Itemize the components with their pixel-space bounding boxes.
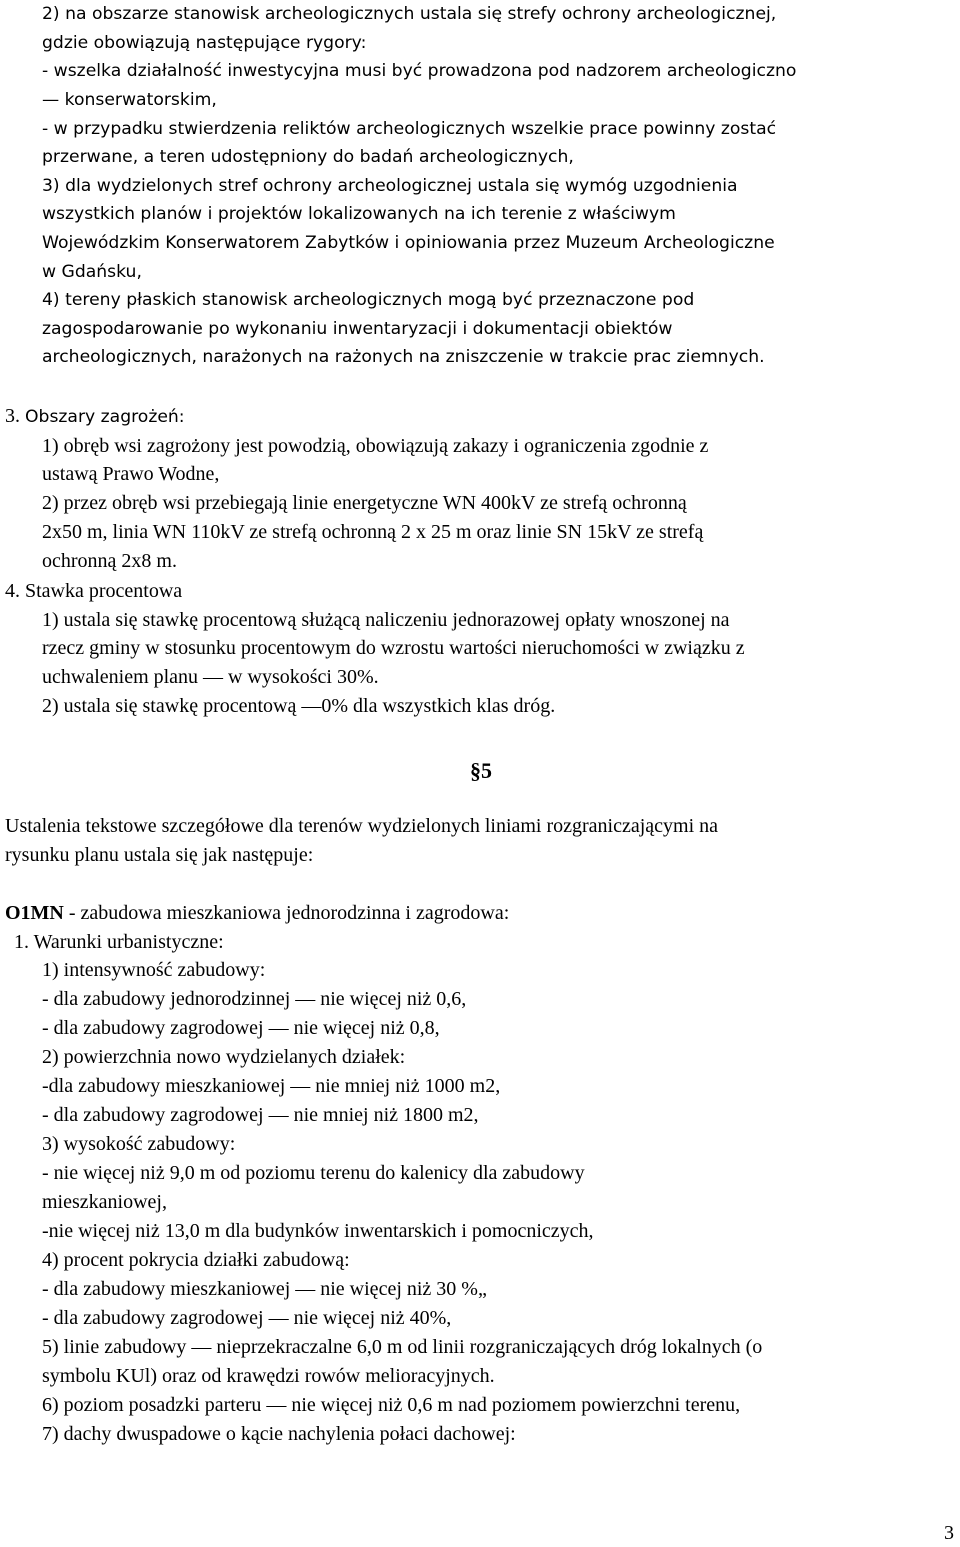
text-line: ochronną 2x8 m. [42, 550, 177, 572]
text-line: - w przypadku stwierdzenia reliktów archeologicznych wszelkie prace powinny zostać [42, 119, 777, 139]
text-line: - dla zabudowy jednorodzinnej — nie więcej niż 0,6, [42, 988, 467, 1010]
text-line: rysunku planu ustala się jak następuje: [5, 844, 314, 866]
text-line: przerwane, a teren udostępniony do badań archeologicznych, [42, 147, 574, 167]
section-heading: 4. Stawka procentowa [5, 580, 183, 602]
text-line: 1) obręb wsi zagrożony jest powodzią, obowiązują zakazy i ograniczenia zgodnie z [42, 435, 709, 457]
text-line: 2) przez obręb wsi przebiegają linie energetyczne WN 400kV ze strefą ochronną [42, 492, 687, 514]
text-line: Wojewódzkim Konserwatorem Zabytków i opiniowania przez Muzeum Archeologiczne [42, 233, 775, 253]
heading-text: Obszary zagrożeń: [25, 407, 185, 427]
text-line: symbolu KUl) oraz od krawędzi rowów melioracyjnych. [42, 1365, 495, 1387]
text-line: 3) wysokość zabudowy: [42, 1133, 236, 1155]
text-line: 3) dla wydzielonych stref ochrony archeologicznej ustala się wymóg uzgodnienia [42, 176, 738, 196]
text-line: wszystkich planów i projektów lokalizowanych na ich terenie z właściwym [42, 204, 676, 224]
zone-description: - zabudowa mieszkaniowa jednorodzinna i zagrodowa: [63, 902, 510, 924]
text-line: -dla zabudowy mieszkaniowej — nie mniej niż 1000 m2, [42, 1075, 501, 1097]
text-line: - dla zabudowy zagrodowej — nie więcej niż 40%, [42, 1307, 452, 1329]
text-line: mieszkaniowej, [42, 1191, 167, 1213]
text-line: uchwaleniem planu — w wysokości 30%. [42, 666, 379, 688]
text-line: - dla zabudowy mieszkaniowej — nie więcej niż 30 %„ [42, 1278, 487, 1300]
zone-heading [5, 899, 509, 927]
text-line: - dla zabudowy zagrodowej — nie więcej niż 0,8, [42, 1017, 440, 1039]
text-line: ustawą Prawo Wodne, [42, 463, 220, 485]
text-line: 2) ustala się stawkę procentową —0% dla wszystkich klas dróg. [42, 695, 556, 717]
text-line: rzecz gminy w stosunku procentowym do wzrostu wartości nieruchomości w związku z [42, 637, 745, 659]
text-line: 1) intensywność zabudowy: [42, 959, 266, 981]
heading-number: 3. [5, 405, 25, 427]
text-line: — konserwatorskim, [42, 90, 217, 110]
text-line: archeologicznych, narażonych na rażonych na zniszczenie w trakcie prac ziemnych. [42, 347, 765, 367]
paragraph-mark: §5 [470, 758, 492, 783]
text-line: -nie więcej niż 13,0 m dla budynków inwentarskich i pomocniczych, [42, 1220, 594, 1242]
text-line: 2x50 m, linia WN 110kV ze strefą ochronną 2 x 25 m oraz linie SN 15kV ze strefą [42, 521, 704, 543]
text-line: 2) powierzchnia nowo wydzielanych działek: [42, 1046, 406, 1068]
page-number: 3 [944, 1522, 954, 1544]
text-line: 5) linie zabudowy — nieprzekraczalne 6,0 m od linii rozgraniczających dróg lokalnych (o [42, 1336, 763, 1358]
zone-code: O1MN [5, 902, 64, 924]
text-line: 1) ustala się stawkę procentową służącą naliczeniu jednorazowej opłaty wnoszonej na [42, 609, 730, 631]
text-line: 4) procent pokrycia działki zabudową: [42, 1249, 350, 1271]
text-line: Ustalenia tekstowe szczegółowe dla terenów wydzielonych liniami rozgraniczającymi na [5, 815, 719, 837]
text-line: w Gdańsku, [42, 262, 142, 282]
text-line: - nie więcej niż 9,0 m od poziomu terenu do kalenicy dla zabudowy [42, 1162, 585, 1184]
text-line: 6) poziom posadzki parteru — nie więcej niż 0,6 m nad poziomem powierzchni terenu, [42, 1394, 741, 1416]
sub-heading: 1. Warunki urbanistyczne: [14, 931, 224, 953]
text-line: gdzie obowiązują następujące rygory: [42, 33, 367, 53]
text-line: 7) dachy dwuspadowe o kącie nachylenia połaci dachowej: [42, 1423, 516, 1445]
text-line: 2) na obszarze stanowisk archeologicznych ustala się strefy ochrony archeologicznej, [42, 4, 777, 24]
text-line: - dla zabudowy zagrodowej — nie mniej niż 1800 m2, [42, 1104, 479, 1126]
text-line: - wszelka działalność inwestycyjna musi być prowadzona pod nadzorem archeologiczno [42, 61, 797, 81]
text-line: zagospodarowanie po wykonaniu inwentaryzacji i dokumentacji obiektów [42, 319, 673, 339]
section-heading [5, 402, 185, 431]
text-line: 4) tereny płaskich stanowisk archeologicznych mogą być przeznaczone pod [42, 290, 695, 310]
